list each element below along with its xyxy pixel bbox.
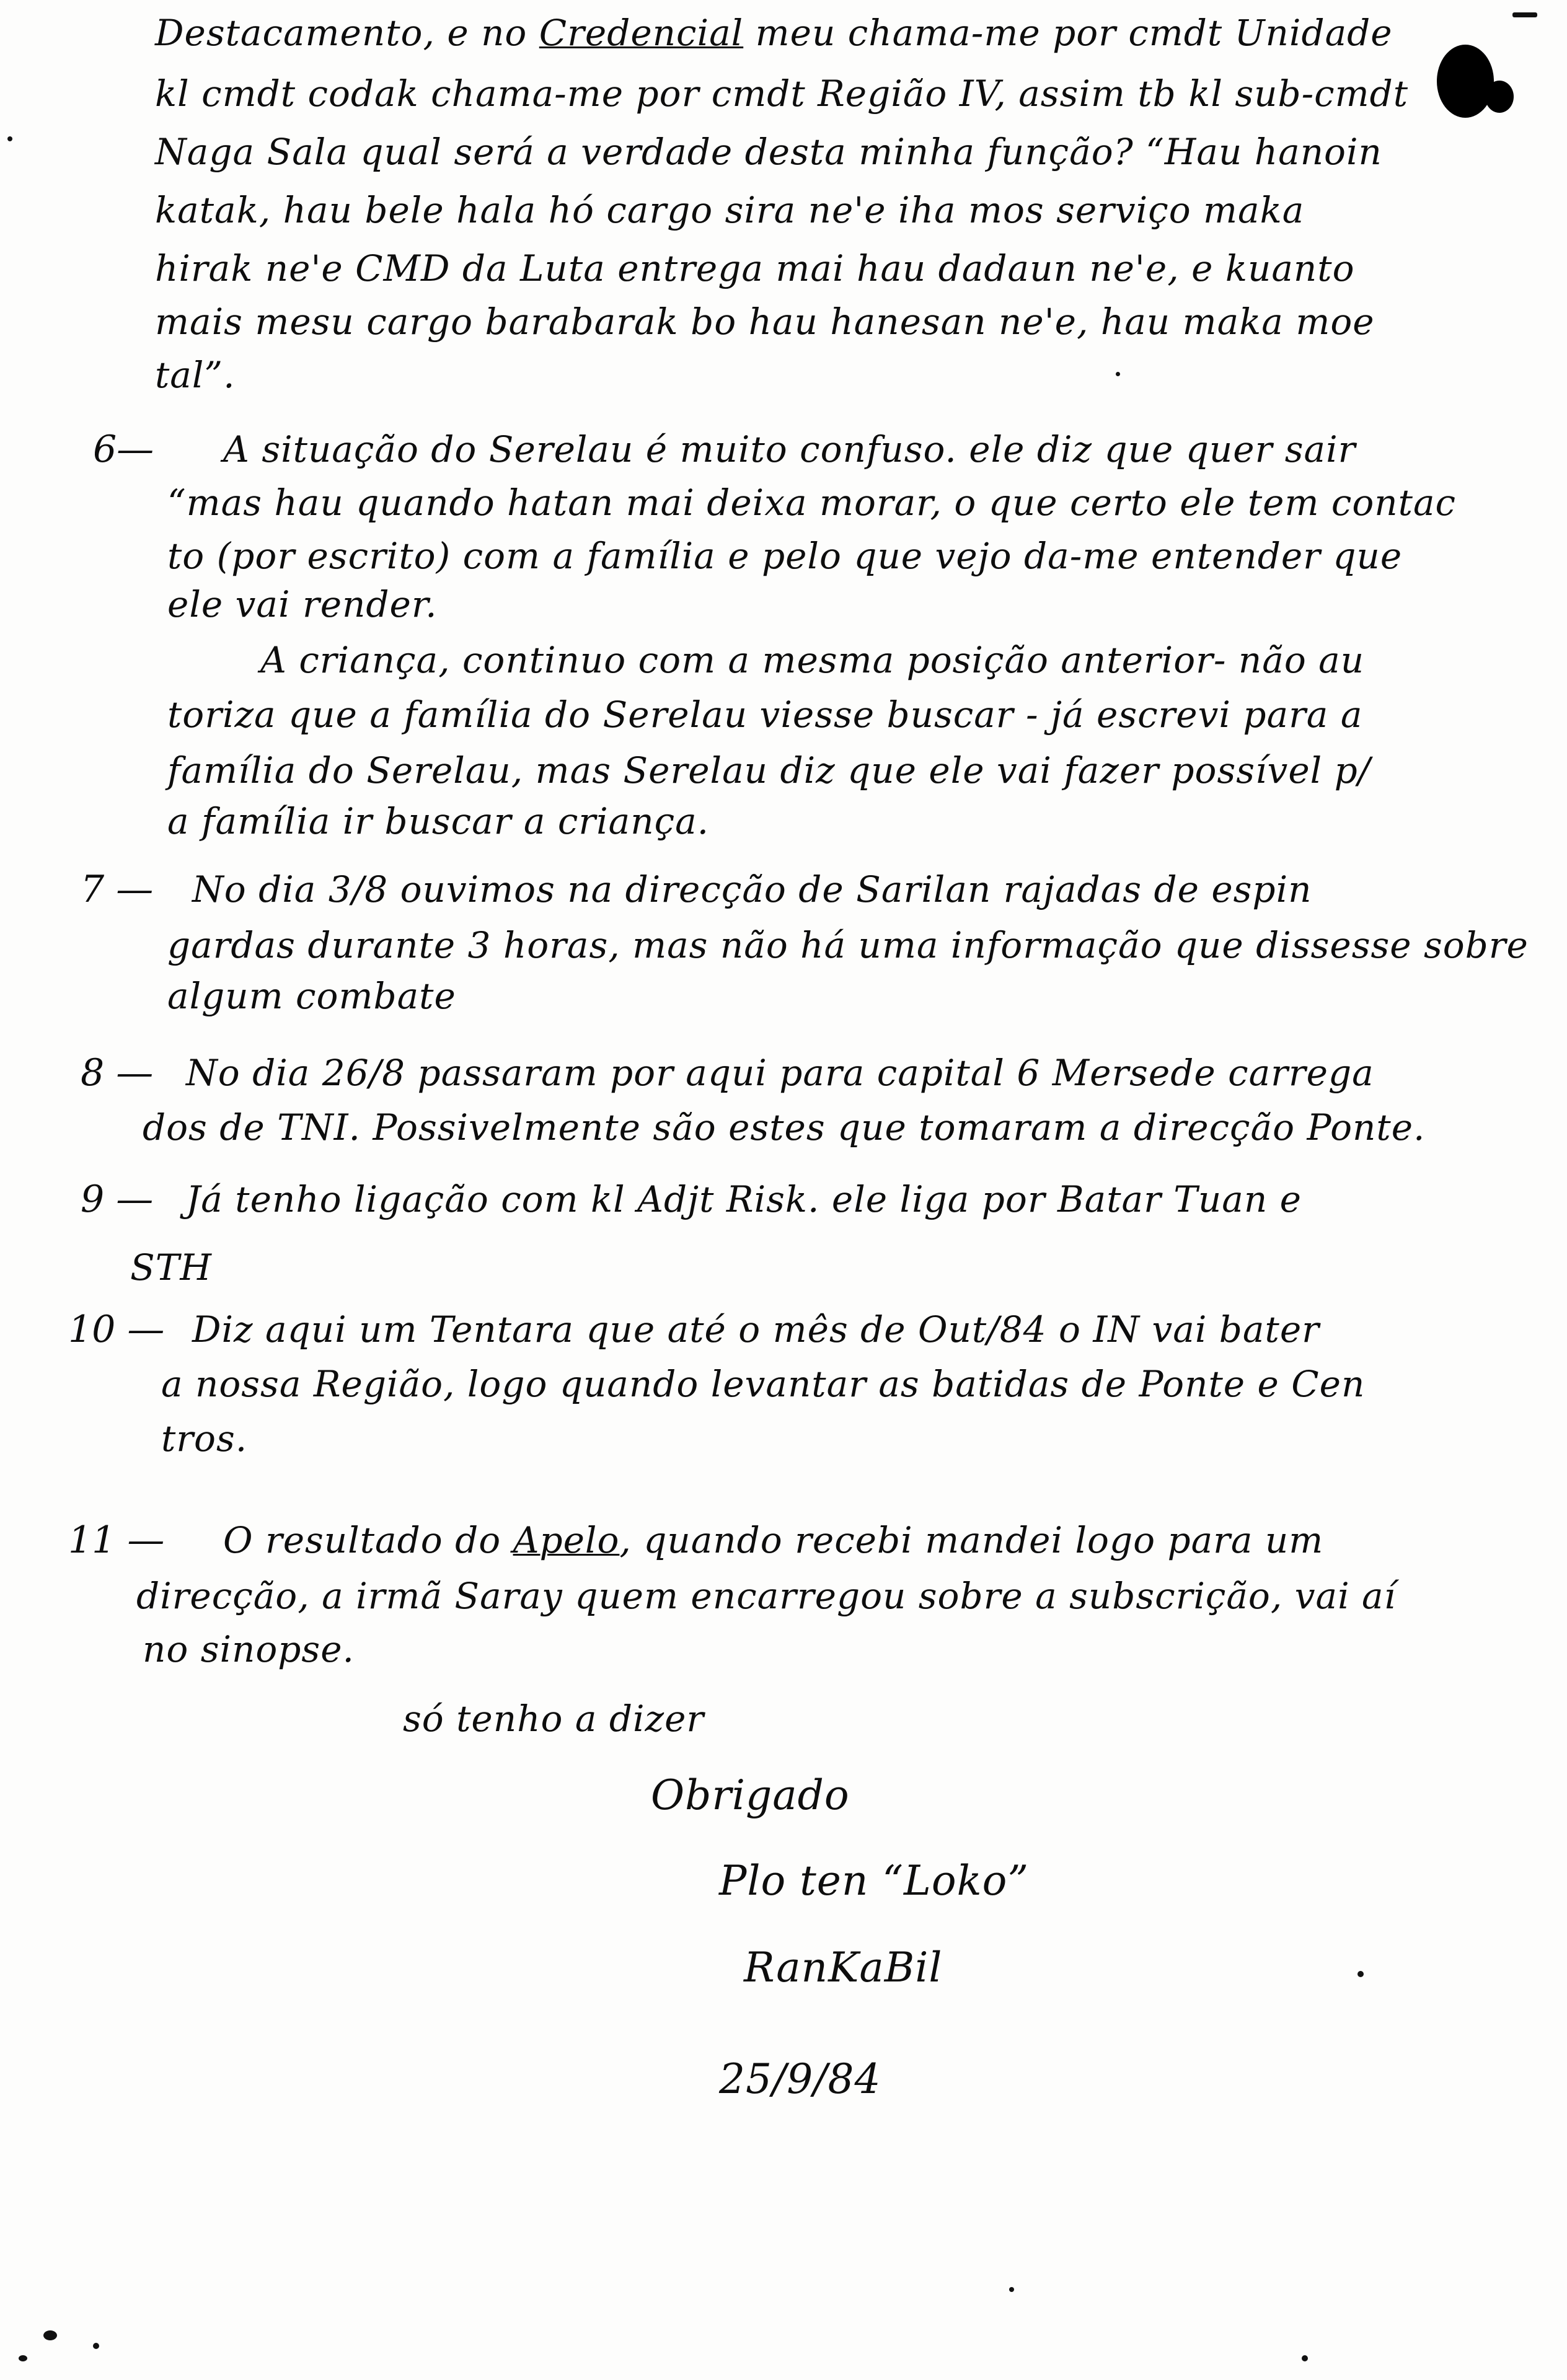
ink-speck (1009, 2287, 1014, 2292)
closing-signature-name: RanKaBil (744, 1944, 943, 1991)
ink-speck (1302, 2355, 1308, 2361)
apelo-underlined: Apelo (513, 1519, 620, 1561)
intro-line-6: mais mesu cargo barabarak bo hau hanesan ne'e, hau maka moe (155, 301, 1375, 343)
item-9-line-1: Já tenho ligação com kl Adjt Risk. ele liga por Batar Tuan e (186, 1178, 1302, 1220)
closing-line-1: só tenho a dizer (403, 1698, 705, 1740)
ink-blot (1437, 45, 1494, 118)
intro-line-2: kl cmdt codak chama-me por cmdt Região IV, assim tb kl sub-cmdt (155, 73, 1409, 115)
item-number: 9 — (81, 1178, 154, 1221)
intro-line-7: tal”. (155, 354, 236, 396)
ink-speck (43, 2330, 57, 2340)
intro-line-5: hirak ne'e CMD da Luta entrega mai hau dadaun ne'e, e kuanto (155, 247, 1355, 289)
closing-obrigado: Obrigado (651, 1771, 850, 1819)
item-7-line-2: gardas durante 3 horas, mas não há uma informação que dissesse sobre (167, 924, 1529, 966)
item-11-line-2: direcção, a irmã Saray quem encarregou sobre a subscrição, vai aí (136, 1575, 1397, 1617)
ink-speck (19, 2355, 27, 2361)
item-number: 7 — (81, 868, 154, 911)
item-10-line-2: a nossa Região, logo quando levantar as batidas de Ponte e Cen (161, 1363, 1366, 1405)
ink-blot (1485, 81, 1514, 113)
item-11-line-1-post: , quando recebi mandei logo para um (619, 1519, 1324, 1561)
item-6-line-4: ele vai render. (167, 583, 438, 625)
ink-speck (93, 2343, 99, 2349)
item-number: 11 — (68, 1518, 165, 1562)
item-8-line-1: No dia 26/8 passaram por aqui para capital 6 Mersede carrega (186, 1052, 1374, 1094)
item-number: 8 — (81, 1051, 154, 1095)
intro-line-1 (155, 11, 1393, 55)
intro-line-1-pre: Destacamento, e no (155, 12, 539, 54)
item-10-line-3: tros. (161, 1417, 248, 1460)
ink-speck (1357, 1971, 1364, 1977)
item-6-line-5: A criança, continuo com a mesma posição anterior- não au (260, 639, 1365, 681)
item-7-line-1: No dia 3/8 ouvimos na direcção de Sarilan rajadas de espin (192, 868, 1312, 910)
item-number: 10 — (68, 1308, 165, 1351)
closing-date: 25/9/84 (719, 2055, 881, 2103)
credencial-underlined: Credencial (539, 12, 744, 54)
item-6-line-3: to (por escrito) com a família e pelo que vejo da-me entender que (167, 535, 1403, 577)
item-10-line-1: Diz aqui um Tentara que até o mês de Out/84 o IN vai bater (192, 1308, 1320, 1351)
closing-signatory-rank: Plo ten “Loko” (719, 1857, 1030, 1905)
item-11-line-1 (223, 1518, 1323, 1562)
item-6-line-6: toriza que a família do Serelau viesse buscar - já escrevi para a (167, 694, 1363, 736)
item-11-line-3: no sinopse. (143, 1628, 355, 1670)
ink-speck (1512, 12, 1537, 17)
item-6-line-1: A situação do Serelau é muito confuso. ele diz que quer sair (223, 428, 1356, 470)
ink-speck (1116, 372, 1120, 376)
item-8-line-2: dos de TNI. Possivelmente são estes que tomaram a direcção Ponte. (143, 1106, 1426, 1148)
item-6-line-7: família do Serelau, mas Serelau diz que ele vai fazer possível p/ (167, 749, 1371, 791)
item-6-line-2: “mas hau quando hatan mai deixa morar, o que certo ele tem contac (167, 482, 1457, 524)
item-11-line-1-pre: O resultado do (223, 1519, 513, 1561)
ink-speck (7, 136, 12, 141)
item-number: 6— (93, 428, 154, 471)
item-7-line-3: algum combate (167, 975, 456, 1017)
intro-line-4: katak, hau bele hala hó cargo sira ne'e iha mos serviço maka (155, 189, 1305, 231)
intro-line-3: Naga Sala qual será a verdade desta minha função? “Hau hanoin (155, 131, 1382, 173)
item-9-line-2: STH (130, 1246, 212, 1289)
item-6-line-8: a família ir buscar a criança. (167, 800, 710, 842)
intro-line-1-post: meu chama-me por cmdt Unidade (743, 12, 1393, 54)
